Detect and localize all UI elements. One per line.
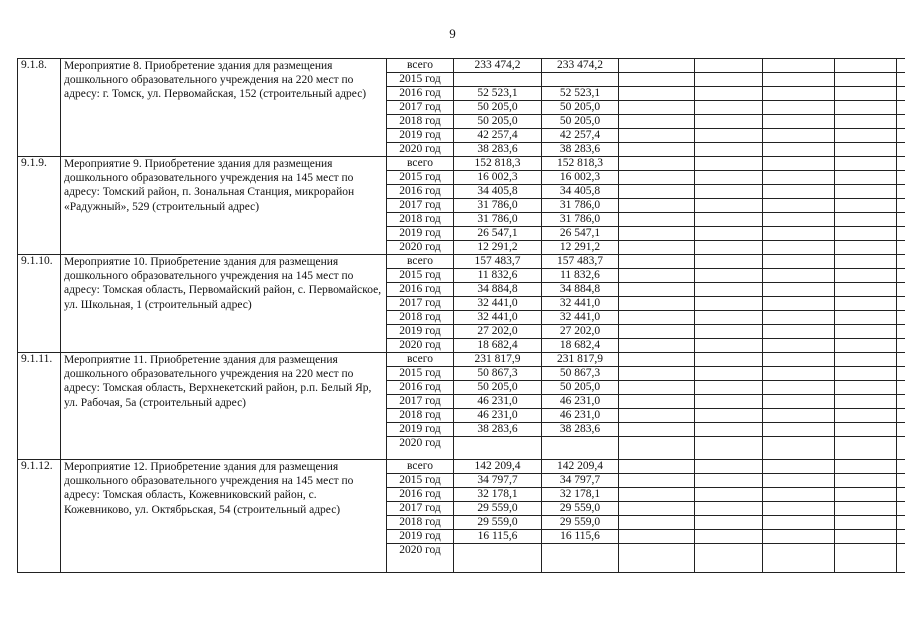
empty-cell	[619, 409, 695, 423]
empty-cell	[695, 255, 763, 269]
amount-total: 31 786,0	[454, 199, 542, 213]
amount-total: 38 283,6	[454, 143, 542, 157]
amount-total: 34 797,7	[454, 474, 542, 488]
period-label: всего	[387, 59, 454, 73]
period-label: 2015 год	[387, 73, 454, 87]
empty-cell	[619, 516, 695, 530]
empty-cell	[619, 115, 695, 129]
empty-cell	[897, 381, 905, 395]
amount-total: 29 559,0	[454, 516, 542, 530]
row-description: Мероприятие 8. Приобретение здания для размещения дошкольного образовательного учреждения на 220 мест по адресу: г. Томск, ул. Первомайская, 152 (строительный адрес)	[61, 59, 387, 157]
empty-cell	[619, 488, 695, 502]
amount-source: 38 283,6	[542, 143, 619, 157]
empty-cell	[835, 115, 897, 129]
row-code: 9.1.10.	[18, 255, 61, 353]
empty-cell	[619, 199, 695, 213]
period-label: 2017 год	[387, 101, 454, 115]
empty-cell	[695, 87, 763, 101]
empty-cell	[835, 460, 897, 474]
empty-cell	[619, 73, 695, 87]
amount-source: 231 817,9	[542, 353, 619, 367]
amount-total: 34 884,8	[454, 283, 542, 297]
amount-total: 38 283,6	[454, 423, 542, 437]
empty-cell	[619, 353, 695, 367]
budget-table	[17, 58, 905, 573]
empty-cell	[835, 269, 897, 283]
amount-source: 32 178,1	[542, 488, 619, 502]
row-code: 9.1.12.	[18, 460, 61, 573]
table-body	[18, 59, 905, 573]
amount-source: 46 231,0	[542, 395, 619, 409]
empty-cell	[763, 87, 835, 101]
empty-cell	[897, 544, 905, 573]
empty-cell	[835, 325, 897, 339]
empty-cell	[835, 101, 897, 115]
empty-cell	[695, 437, 763, 460]
empty-cell	[835, 381, 897, 395]
empty-cell	[897, 269, 905, 283]
amount-source: 27 202,0	[542, 325, 619, 339]
empty-cell	[835, 339, 897, 353]
empty-cell	[897, 101, 905, 115]
empty-cell	[835, 516, 897, 530]
amount-source: 11 832,6	[542, 269, 619, 283]
empty-cell	[763, 241, 835, 255]
amount-total: 12 291,2	[454, 241, 542, 255]
empty-cell	[695, 241, 763, 255]
empty-cell	[835, 544, 897, 573]
amount-source: 157 483,7	[542, 255, 619, 269]
amount-total: 32 178,1	[454, 488, 542, 502]
empty-cell	[619, 283, 695, 297]
empty-cell	[763, 516, 835, 530]
amount-source: 26 547,1	[542, 227, 619, 241]
amount-total: 18 682,4	[454, 339, 542, 353]
amount-total: 152 818,3	[454, 157, 542, 171]
empty-cell	[619, 157, 695, 171]
row-description: Мероприятие 9. Приобретение здания для размещения дошкольного образовательного учреждения на 145 мест по адресу: Томский район, п. Зональная Станция, микрорайон «Радужный», 529 (строительный адрес)	[61, 157, 387, 255]
table-row	[18, 353, 905, 367]
empty-cell	[695, 185, 763, 199]
empty-cell	[835, 143, 897, 157]
empty-cell	[897, 516, 905, 530]
empty-cell	[619, 213, 695, 227]
empty-cell	[835, 530, 897, 544]
amount-total: 231 817,9	[454, 353, 542, 367]
period-label: 2019 год	[387, 423, 454, 437]
empty-cell	[619, 227, 695, 241]
amount-source: 16 115,6	[542, 530, 619, 544]
empty-cell	[835, 213, 897, 227]
empty-cell	[619, 381, 695, 395]
amount-total: 32 441,0	[454, 297, 542, 311]
empty-cell	[619, 59, 695, 73]
amount-source: 29 559,0	[542, 516, 619, 530]
period-label: 2018 год	[387, 311, 454, 325]
amount-total	[454, 437, 542, 460]
empty-cell	[835, 59, 897, 73]
empty-cell	[763, 488, 835, 502]
amount-source: 31 786,0	[542, 213, 619, 227]
empty-cell	[619, 395, 695, 409]
empty-cell	[835, 171, 897, 185]
empty-cell	[695, 101, 763, 115]
period-label: 2017 год	[387, 199, 454, 213]
empty-cell	[897, 339, 905, 353]
empty-cell	[763, 423, 835, 437]
amount-total: 16 115,6	[454, 530, 542, 544]
empty-cell	[835, 395, 897, 409]
empty-cell	[763, 502, 835, 516]
table-row	[18, 255, 905, 269]
empty-cell	[897, 488, 905, 502]
empty-cell	[897, 199, 905, 213]
empty-cell	[763, 185, 835, 199]
period-label: 2020 год	[387, 143, 454, 157]
period-label: 2020 год	[387, 339, 454, 353]
amount-total: 27 202,0	[454, 325, 542, 339]
empty-cell	[619, 460, 695, 474]
period-label: 2016 год	[387, 185, 454, 199]
period-label: 2019 год	[387, 227, 454, 241]
amount-total: 50 205,0	[454, 115, 542, 129]
empty-cell	[835, 241, 897, 255]
amount-total: 16 002,3	[454, 171, 542, 185]
row-description: Мероприятие 12. Приобретение здания для размещения дошкольного образовательного учреждения на 145 мест по адресу: Томская область, Кожевниковский район, с. Кожевниково, ул. Октябрьская, 54 (строительный адрес)	[61, 460, 387, 573]
amount-total: 34 405,8	[454, 185, 542, 199]
empty-cell	[763, 297, 835, 311]
amount-source	[542, 73, 619, 87]
empty-cell	[695, 283, 763, 297]
amount-source: 18 682,4	[542, 339, 619, 353]
empty-cell	[695, 409, 763, 423]
empty-cell	[695, 269, 763, 283]
period-label: 2018 год	[387, 213, 454, 227]
row-code: 9.1.8.	[18, 59, 61, 157]
empty-cell	[763, 437, 835, 460]
amount-source: 50 205,0	[542, 381, 619, 395]
empty-cell	[763, 199, 835, 213]
amount-source: 233 474,2	[542, 59, 619, 73]
empty-cell	[695, 115, 763, 129]
table-row	[18, 59, 905, 73]
empty-cell	[763, 474, 835, 488]
empty-cell	[695, 311, 763, 325]
row-code: 9.1.9.	[18, 157, 61, 255]
empty-cell	[897, 143, 905, 157]
empty-cell	[835, 488, 897, 502]
empty-cell	[835, 199, 897, 213]
empty-cell	[897, 353, 905, 367]
empty-cell	[897, 129, 905, 143]
amount-total: 50 205,0	[454, 381, 542, 395]
page-number: 9	[449, 26, 456, 41]
empty-cell	[695, 544, 763, 573]
empty-cell	[695, 502, 763, 516]
empty-cell	[763, 171, 835, 185]
amount-source	[542, 437, 619, 460]
empty-cell	[695, 516, 763, 530]
period-label: 2016 год	[387, 381, 454, 395]
empty-cell	[835, 87, 897, 101]
empty-cell	[897, 185, 905, 199]
amount-total	[454, 73, 542, 87]
amount-total: 52 523,1	[454, 87, 542, 101]
empty-cell	[897, 409, 905, 423]
empty-cell	[835, 502, 897, 516]
amount-total: 50 205,0	[454, 101, 542, 115]
empty-cell	[763, 381, 835, 395]
empty-cell	[695, 59, 763, 73]
empty-cell	[763, 59, 835, 73]
empty-cell	[897, 157, 905, 171]
empty-cell	[619, 325, 695, 339]
empty-cell	[695, 339, 763, 353]
amount-total	[454, 544, 542, 573]
period-label: 2018 год	[387, 516, 454, 530]
amount-total: 233 474,2	[454, 59, 542, 73]
empty-cell	[897, 437, 905, 460]
empty-cell	[695, 73, 763, 87]
empty-cell	[835, 437, 897, 460]
period-label: 2018 год	[387, 115, 454, 129]
amount-source: 42 257,4	[542, 129, 619, 143]
period-label: 2020 год	[387, 437, 454, 460]
empty-cell	[695, 488, 763, 502]
empty-cell	[897, 367, 905, 381]
empty-cell	[763, 143, 835, 157]
period-label: 2019 год	[387, 325, 454, 339]
empty-cell	[835, 283, 897, 297]
empty-cell	[695, 381, 763, 395]
empty-cell	[763, 115, 835, 129]
empty-cell	[619, 87, 695, 101]
amount-total: 26 547,1	[454, 227, 542, 241]
amount-total: 29 559,0	[454, 502, 542, 516]
empty-cell	[619, 297, 695, 311]
empty-cell	[897, 474, 905, 488]
empty-cell	[897, 502, 905, 516]
empty-cell	[763, 129, 835, 143]
period-label: 2019 год	[387, 129, 454, 143]
empty-cell	[695, 325, 763, 339]
empty-cell	[763, 395, 835, 409]
empty-cell	[897, 227, 905, 241]
empty-cell	[763, 544, 835, 573]
empty-cell	[619, 367, 695, 381]
empty-cell	[763, 157, 835, 171]
empty-cell	[695, 199, 763, 213]
empty-cell	[897, 73, 905, 87]
amount-total: 50 867,3	[454, 367, 542, 381]
amount-source: 16 002,3	[542, 171, 619, 185]
amount-source: 29 559,0	[542, 502, 619, 516]
period-label: 2015 год	[387, 171, 454, 185]
period-label: всего	[387, 353, 454, 367]
period-label: 2017 год	[387, 395, 454, 409]
empty-cell	[897, 241, 905, 255]
empty-cell	[619, 269, 695, 283]
empty-cell	[619, 502, 695, 516]
empty-cell	[763, 73, 835, 87]
empty-cell	[835, 255, 897, 269]
amount-source: 34 405,8	[542, 185, 619, 199]
empty-cell	[897, 171, 905, 185]
period-label: 2016 год	[387, 488, 454, 502]
empty-cell	[619, 530, 695, 544]
empty-cell	[695, 213, 763, 227]
empty-cell	[619, 544, 695, 573]
amount-source: 46 231,0	[542, 409, 619, 423]
period-label: 2016 год	[387, 87, 454, 101]
empty-cell	[897, 530, 905, 544]
empty-cell	[763, 227, 835, 241]
period-label: 2015 год	[387, 269, 454, 283]
empty-cell	[619, 185, 695, 199]
empty-cell	[835, 367, 897, 381]
period-label: 2016 год	[387, 283, 454, 297]
empty-cell	[835, 297, 897, 311]
amount-total: 46 231,0	[454, 395, 542, 409]
empty-cell	[695, 227, 763, 241]
empty-cell	[763, 409, 835, 423]
empty-cell	[835, 157, 897, 171]
empty-cell	[897, 423, 905, 437]
amount-total: 157 483,7	[454, 255, 542, 269]
empty-cell	[695, 460, 763, 474]
empty-cell	[695, 157, 763, 171]
empty-cell	[763, 367, 835, 381]
amount-source: 38 283,6	[542, 423, 619, 437]
period-label: 2017 год	[387, 502, 454, 516]
period-label: всего	[387, 157, 454, 171]
empty-cell	[695, 129, 763, 143]
empty-cell	[763, 460, 835, 474]
empty-cell	[897, 115, 905, 129]
period-label: 2019 год	[387, 530, 454, 544]
empty-cell	[763, 339, 835, 353]
empty-cell	[763, 530, 835, 544]
empty-cell	[835, 129, 897, 143]
amount-source: 52 523,1	[542, 87, 619, 101]
empty-cell	[695, 530, 763, 544]
empty-cell	[835, 423, 897, 437]
empty-cell	[619, 437, 695, 460]
amount-total: 142 209,4	[454, 460, 542, 474]
period-label: 2015 год	[387, 367, 454, 381]
empty-cell	[763, 213, 835, 227]
empty-cell	[695, 171, 763, 185]
amount-source: 50 205,0	[542, 115, 619, 129]
empty-cell	[897, 87, 905, 101]
amount-source: 32 441,0	[542, 311, 619, 325]
amount-source: 152 818,3	[542, 157, 619, 171]
row-code: 9.1.11.	[18, 353, 61, 460]
period-label: 2018 год	[387, 409, 454, 423]
empty-cell	[835, 311, 897, 325]
period-label: всего	[387, 255, 454, 269]
empty-cell	[897, 395, 905, 409]
period-label: 2015 год	[387, 474, 454, 488]
empty-cell	[619, 255, 695, 269]
amount-total: 32 441,0	[454, 311, 542, 325]
empty-cell	[763, 283, 835, 297]
empty-cell	[897, 213, 905, 227]
empty-cell	[619, 474, 695, 488]
period-label: 2020 год	[387, 241, 454, 255]
empty-cell	[835, 409, 897, 423]
empty-cell	[897, 255, 905, 269]
empty-cell	[835, 185, 897, 199]
empty-cell	[695, 395, 763, 409]
empty-cell	[619, 423, 695, 437]
row-description: Мероприятие 10. Приобретение здания для размещения дошкольного образовательного учреждения на 145 мест по адресу: Томская область, Первомайский район, с. Первомайское, ул. Школьная, 1 (строительный адрес)	[61, 255, 387, 353]
amount-source: 31 786,0	[542, 199, 619, 213]
empty-cell	[619, 101, 695, 115]
period-label: 2020 год	[387, 544, 454, 573]
amount-total: 42 257,4	[454, 129, 542, 143]
period-label: 2017 год	[387, 297, 454, 311]
empty-cell	[897, 311, 905, 325]
row-description: Мероприятие 11. Приобретение здания для размещения дошкольного образовательного учреждения на 220 мест по адресу: Томская область, Верхнекетский район, р.п. Белый Яр, ул. Рабочая, 5а (строительный адрес)	[61, 353, 387, 460]
empty-cell	[695, 353, 763, 367]
empty-cell	[695, 423, 763, 437]
period-label: всего	[387, 460, 454, 474]
empty-cell	[763, 255, 835, 269]
amount-source	[542, 544, 619, 573]
empty-cell	[763, 311, 835, 325]
empty-cell	[763, 353, 835, 367]
amount-total: 31 786,0	[454, 213, 542, 227]
amount-total: 11 832,6	[454, 269, 542, 283]
empty-cell	[897, 460, 905, 474]
empty-cell	[897, 297, 905, 311]
amount-source: 50 867,3	[542, 367, 619, 381]
amount-source: 50 205,0	[542, 101, 619, 115]
empty-cell	[619, 311, 695, 325]
amount-source: 12 291,2	[542, 241, 619, 255]
empty-cell	[695, 143, 763, 157]
empty-cell	[835, 474, 897, 488]
empty-cell	[835, 227, 897, 241]
empty-cell	[695, 474, 763, 488]
empty-cell	[619, 129, 695, 143]
empty-cell	[835, 73, 897, 87]
empty-cell	[619, 143, 695, 157]
table-row	[18, 460, 905, 474]
empty-cell	[619, 241, 695, 255]
amount-source: 32 441,0	[542, 297, 619, 311]
empty-cell	[619, 171, 695, 185]
amount-source: 34 884,8	[542, 283, 619, 297]
empty-cell	[897, 59, 905, 73]
empty-cell	[763, 269, 835, 283]
empty-cell	[695, 367, 763, 381]
amount-source: 34 797,7	[542, 474, 619, 488]
empty-cell	[695, 297, 763, 311]
empty-cell	[897, 325, 905, 339]
empty-cell	[763, 101, 835, 115]
empty-cell	[835, 353, 897, 367]
empty-cell	[619, 339, 695, 353]
empty-cell	[897, 283, 905, 297]
table-row	[18, 157, 905, 171]
empty-cell	[763, 325, 835, 339]
amount-source: 142 209,4	[542, 460, 619, 474]
amount-total: 46 231,0	[454, 409, 542, 423]
